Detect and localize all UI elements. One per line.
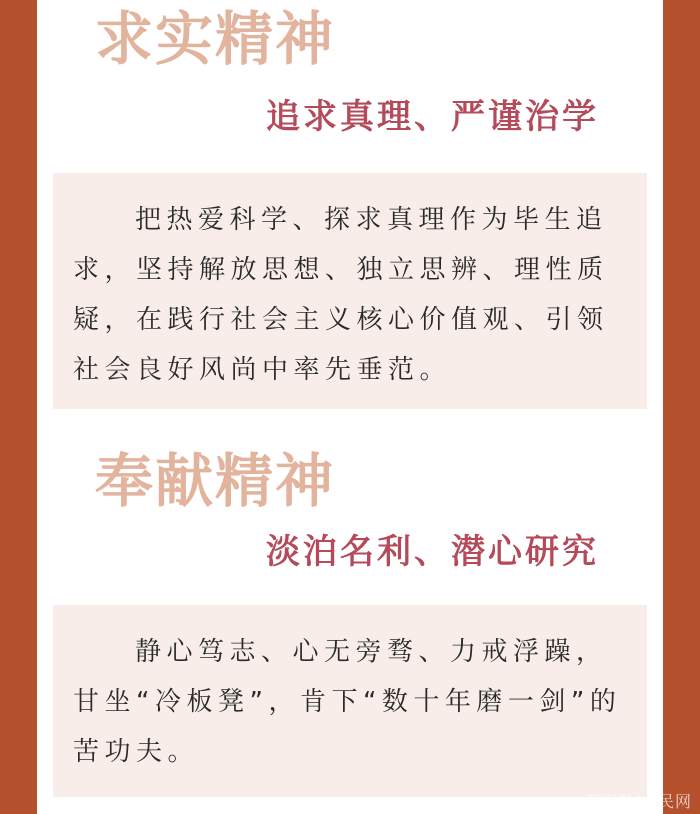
text-box-seeking-truth bbox=[53, 173, 647, 409]
section-title-dedication: 奉献精神 bbox=[95, 447, 336, 515]
section-body-seeking-truth: 把热爱科学、探求真理作为毕生追求，坚持解放思想、独立思辨、理性质疑，在践行社会主义核心价值观、引领社会良好风尚中率先垂范。 bbox=[73, 205, 609, 385]
content-panel bbox=[37, 0, 663, 814]
section-subtitle-dedication: 淡泊名利、潜心研究 bbox=[266, 532, 599, 572]
section-title-seeking-truth: 求实精神 bbox=[95, 5, 336, 73]
text-box-dedication bbox=[53, 605, 647, 797]
source-watermark: 百家号/人民网 bbox=[583, 792, 692, 811]
section-body-dedication: 静心笃志、心无旁骛、力戒浮躁，甘坐“冷板凳”，肯下“数十年磨一剑”的苦功夫。 bbox=[73, 637, 622, 767]
section-subtitle-seeking-truth: 追求真理、严谨治学 bbox=[266, 97, 599, 137]
